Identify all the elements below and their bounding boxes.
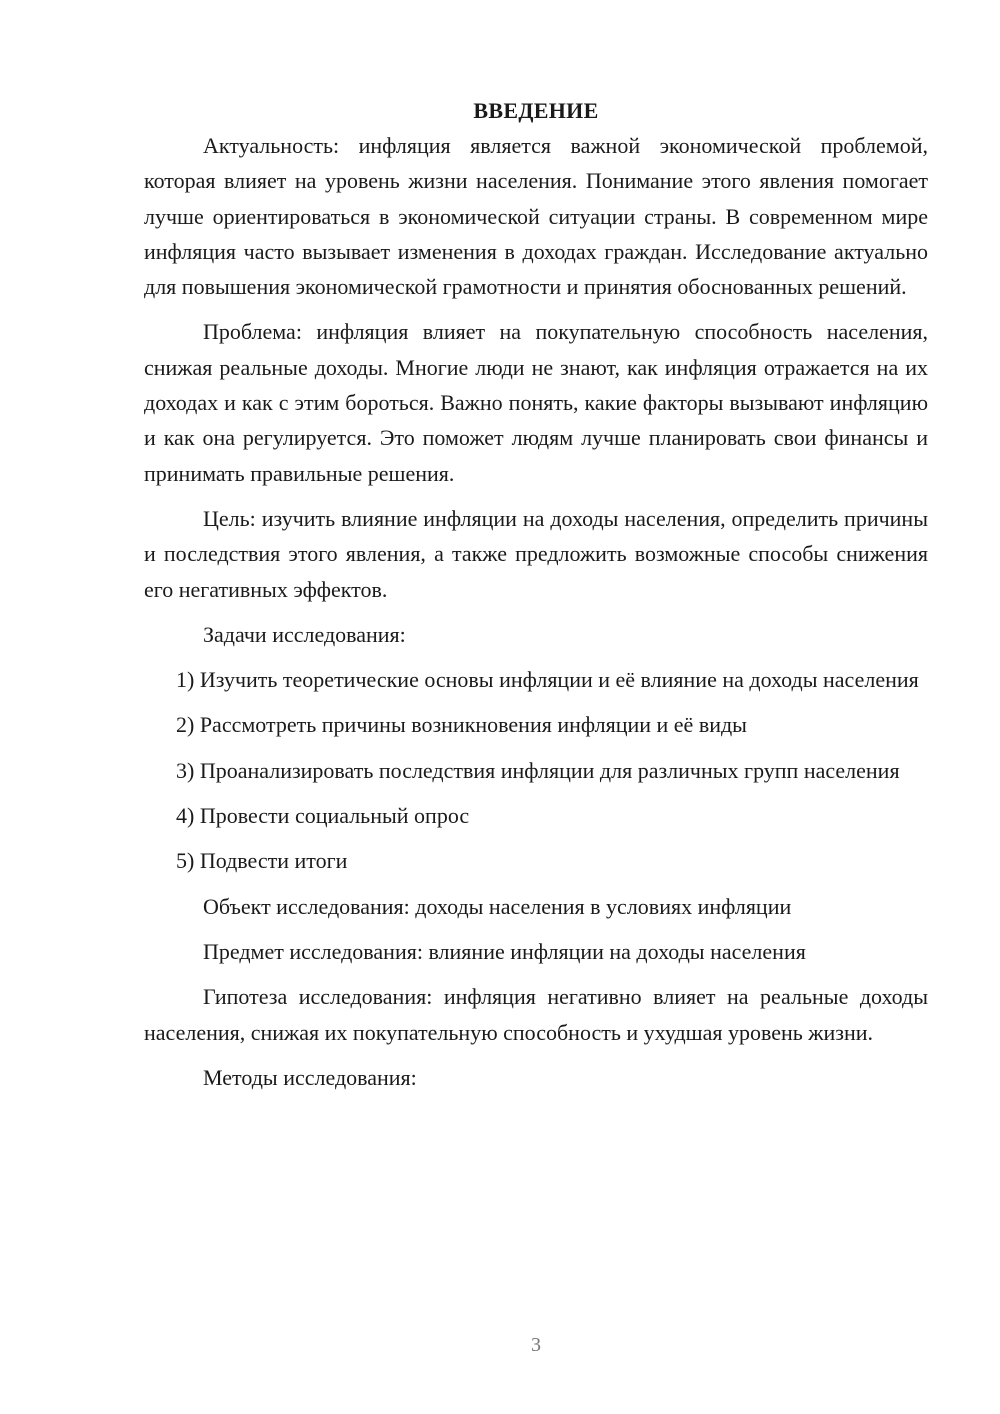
paragraph-problem: Проблема: инфляция влияет на покупательную способность населения, снижая реальные доходы. Многие люди не знают, как инфляция отражается на их доходах и как с этим бороться. Важно понять, какие факторы вызывают инфляцию и как она регулируется. Это поможет людям лучше планировать свои финансы и принимать правильные решения. xyxy=(144,319,928,486)
paragraph-relevance: Актуальность: инфляция является важной экономической проблемой, которая влияет на уровень жизни населения. Понимание этого явления помогает лучше ориентироваться в экономической ситуации страны. В современном мире инфляция часто вызывает изменения в доходах граждан. Исследование актуально для повышения экономической грамотности и принятия обоснованных решений. xyxy=(144,133,928,300)
methods-heading: Методы исследования: xyxy=(203,1064,417,1090)
tasks-heading: Задачи исследования: xyxy=(203,621,406,647)
task-item-2: 2) Рассмотреть причины возникновения инфляции и её виды xyxy=(176,712,747,738)
task-item-5: 5) Подвести итоги xyxy=(176,848,348,874)
research-hypothesis: Гипотеза исследования: инфляция негативно влияет на реальные доходы населения, снижая их покупательную способность и ухудшая уровень жизни. xyxy=(144,984,928,1045)
page-number: 3 xyxy=(531,1334,541,1356)
research-object: Объект исследования: доходы населения в условиях инфляции xyxy=(203,893,792,919)
paragraph-goal: Цель: изучить влияние инфляции на доходы населения, определить причины и последствия этого явления, а также предложить возможные способы снижения его негативных эффектов. xyxy=(144,505,928,602)
task-item-3: 3) Проанализировать последствия инфляции для различных групп населения xyxy=(176,757,900,783)
page-title: ВВЕДЕНИЕ xyxy=(473,98,599,123)
document-page xyxy=(144,96,928,1105)
research-subject: Предмет исследования: влияние инфляции на доходы населения xyxy=(203,938,806,964)
task-item-4: 4) Провести социальный опрос xyxy=(176,803,470,829)
task-item-1: 1) Изучить теоретические основы инфляции и её влияние на доходы населения xyxy=(176,667,919,693)
